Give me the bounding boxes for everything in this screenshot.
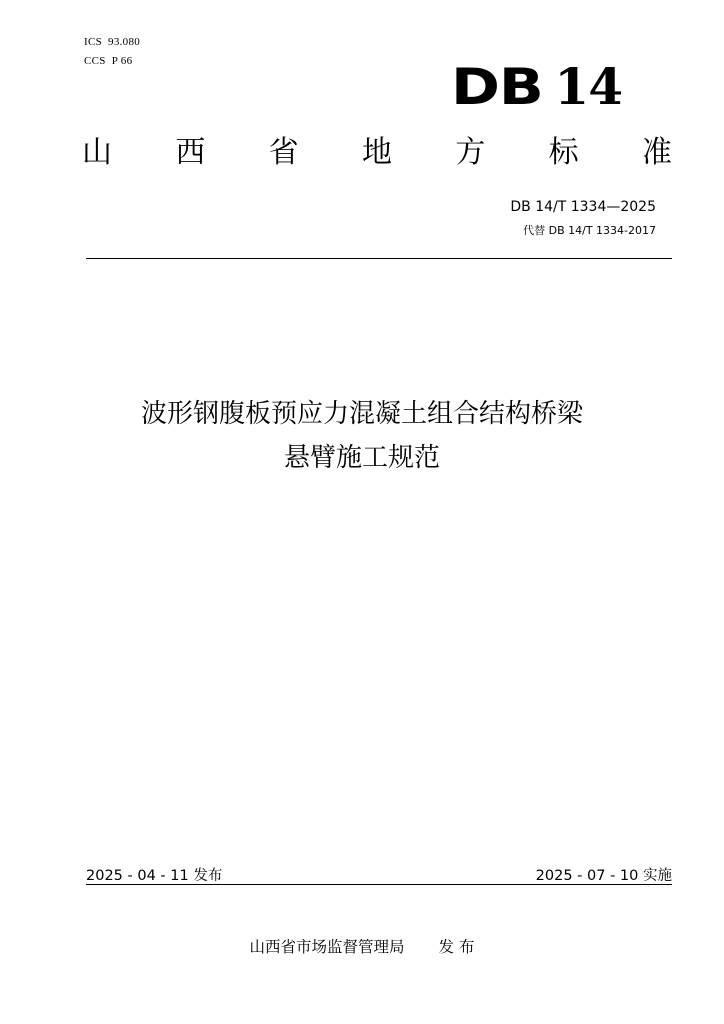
ccs-code: P 66 (111, 55, 133, 67)
standard-number: DB 14/T 1334—2025 (510, 199, 656, 215)
issuer-line (0, 935, 724, 957)
logo-db-text: DB (450, 58, 543, 116)
footer-divider (86, 884, 672, 885)
category-char: 西 (175, 135, 206, 170)
ics-code: 93.080 (108, 36, 141, 48)
category-char: 省 (268, 135, 299, 170)
document-title-line-2: 悬臂施工规范 (283, 443, 440, 473)
ics-code-line (84, 36, 140, 48)
issuer-organization: 山西省市场监督管理局 (249, 938, 405, 956)
header-divider (86, 258, 672, 259)
category-char: 标 (548, 135, 579, 170)
db14-logo (450, 57, 622, 116)
replaces-standard: 代替 DB 14/T 1334-2017 (523, 224, 656, 237)
category-char: 地 (361, 135, 392, 170)
category-char: 准 (641, 135, 672, 170)
issuer-action: 发 布 (438, 938, 475, 956)
implement-date: 2025 - 07 - 10 实施 (535, 868, 672, 884)
document-title-line-1: 波形钢腹板预应力混凝土组合结构桥梁 (140, 399, 583, 429)
standard-category-heading (82, 135, 672, 170)
category-char: 方 (455, 135, 486, 170)
ics-label: ICS (84, 36, 103, 48)
ccs-label: CCS (84, 55, 106, 67)
publish-date: 2025 - 04 - 11 发布 (86, 868, 223, 884)
category-char: 山 (82, 135, 112, 170)
ccs-code-line (84, 55, 132, 67)
logo-number-text: 14 (554, 57, 622, 116)
